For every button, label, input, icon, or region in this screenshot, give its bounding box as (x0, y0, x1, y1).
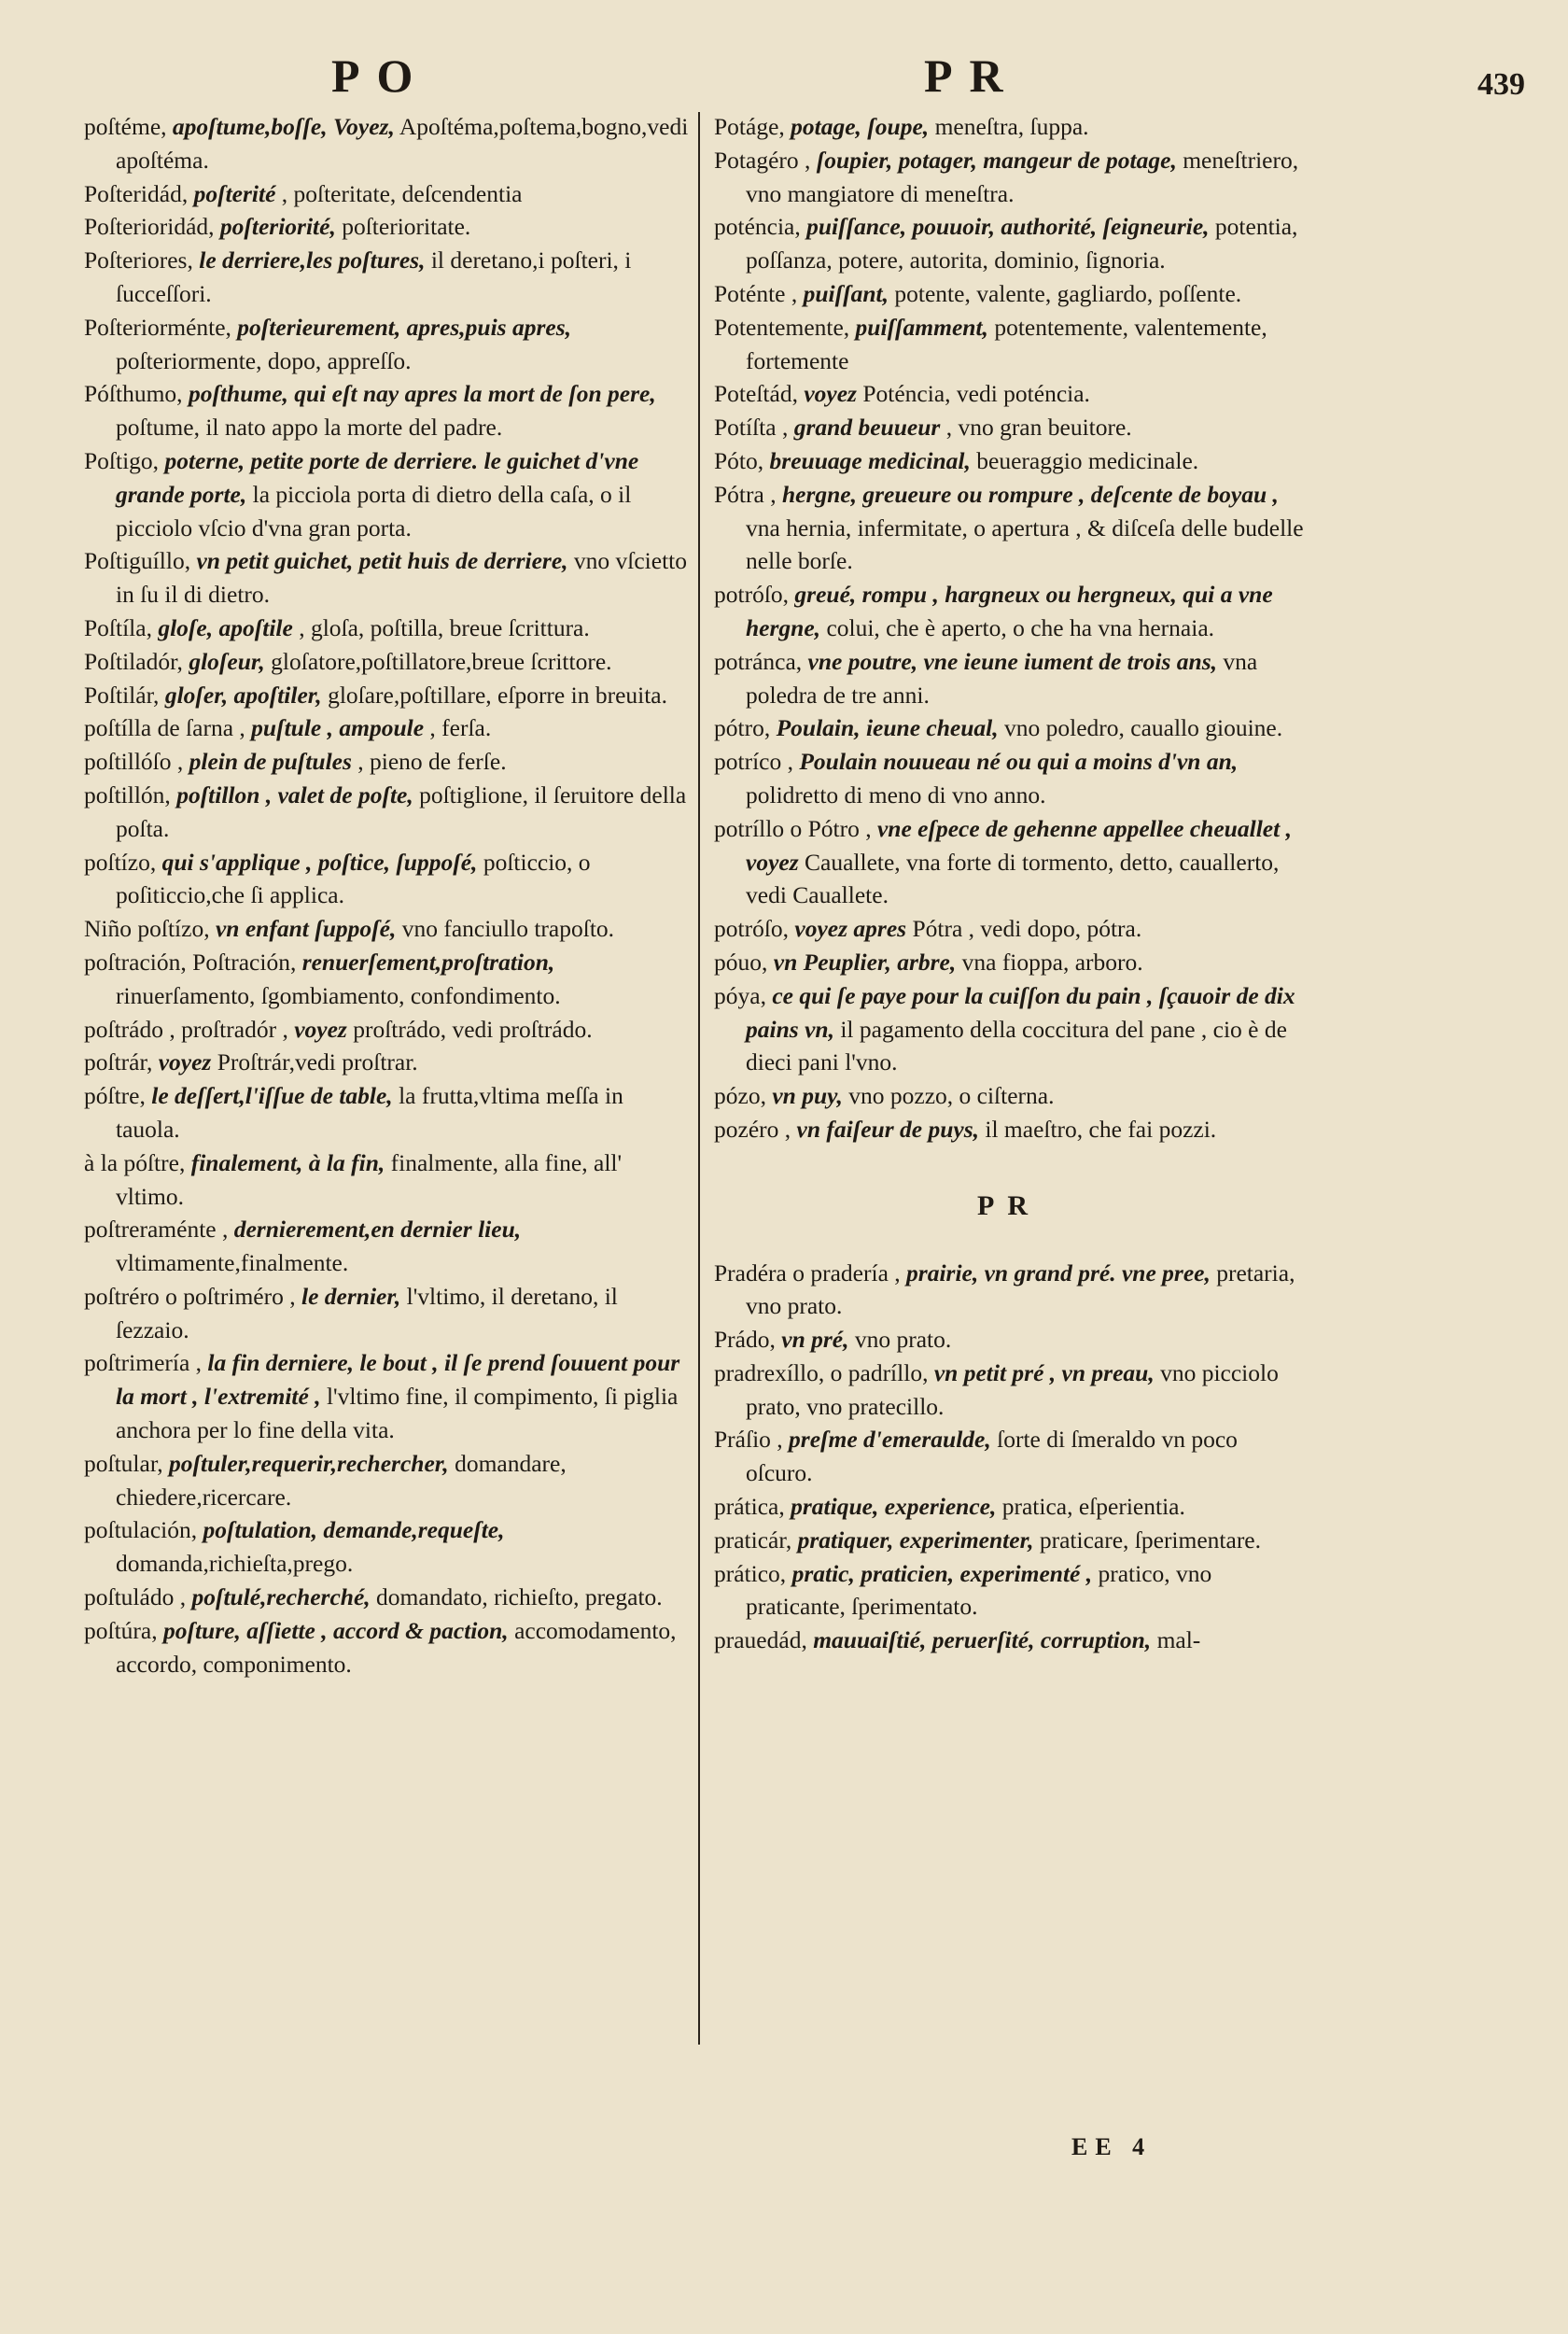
italian-gloss: il pagamento della coccitura del pane , cio è de dieci pani l'vno. (746, 1015, 1287, 1076)
headword: Práſio , (714, 1426, 783, 1454)
dictionary-entry (714, 1423, 1304, 1490)
italian-gloss: vna poledra de tre anni. (746, 647, 1258, 709)
headword: poſtreraménte , (84, 1216, 229, 1244)
headword: Potíſta , (714, 414, 789, 442)
running-head-right: PR (924, 49, 1020, 102)
french-gloss: vn enfant ſuppoſé, (215, 915, 397, 943)
french-gloss: vne eſpece de gehenne appellee cheuallet , voyez (746, 814, 1292, 876)
headword: Póſthumo, (84, 380, 183, 408)
french-gloss: poſtillon , valet de poſte, (176, 780, 413, 808)
headword: Pótra , (714, 480, 777, 508)
french-gloss: hergne, greueure ou rompure , deſcente de boyau , (781, 480, 1279, 508)
headword: Poſtigo, (84, 446, 160, 474)
dictionary-entry (714, 144, 1304, 211)
dictionary-entry (84, 1614, 691, 1681)
italian-gloss: mal- (1156, 1626, 1201, 1654)
headword: potránca, (714, 647, 803, 675)
french-gloss: voyez (294, 1015, 347, 1043)
french-gloss: poſture, aſſiette , accord & paction, (162, 1616, 509, 1644)
french-gloss: voyez (804, 380, 857, 408)
headword: Poſteriorménte, (84, 313, 231, 341)
french-gloss: puſtule , ampoule (251, 714, 425, 742)
french-gloss: vn faiſeur de puys, (796, 1115, 979, 1143)
italian-gloss: , ferſa. (429, 714, 492, 742)
french-gloss: plein de puſtules (189, 748, 352, 776)
headword: Poſtiguíllo, (84, 547, 191, 575)
dictionary-entry (714, 411, 1304, 444)
italian-gloss: potentia, poſſanza, potere, autorita, dominio, ſignoria. (746, 213, 1298, 274)
italian-gloss: Apoſtéma,poſtema,bogno,vedi apoſtéma. (116, 113, 689, 174)
dictionary-entry (714, 1257, 1304, 1324)
french-gloss: vn Peuplier, arbre, (773, 948, 957, 976)
headword: Poſterioridád, (84, 213, 215, 241)
dictionary-entry (84, 645, 691, 679)
italian-gloss: vna fioppa, arboro. (961, 948, 1143, 976)
italian-gloss: pretaria, vno prato. (746, 1258, 1295, 1320)
dictionary-entry (714, 912, 1304, 946)
french-gloss: poſthume, qui eſt nay apres la mort de ſon pere, (188, 380, 656, 408)
dictionary-entry (84, 377, 691, 444)
italian-gloss: meneſtra, ſuppa. (934, 113, 1089, 140)
headword: poſtúra, (84, 1616, 158, 1644)
italian-gloss: domanda,richieſta,prego. (116, 1550, 354, 1578)
italian-gloss: Pótra , vedi dopo, pótra. (912, 915, 1142, 943)
dictionary-entry (714, 377, 1304, 411)
dictionary-entry (714, 1113, 1304, 1146)
italian-gloss: vno prato. (854, 1326, 952, 1354)
italian-gloss: Poténcia, vedi poténcia. (862, 380, 1090, 408)
dictionary-entry (714, 812, 1304, 912)
french-gloss: vn petit pré , vn preau, (933, 1358, 1155, 1386)
french-gloss: poſtuler,requerir,rechercher, (169, 1449, 449, 1477)
french-gloss: breuuage medicinal, (769, 446, 971, 474)
french-gloss: vne poutre, vne ieune iument de trois ans, (807, 647, 1218, 675)
french-gloss: voyez (158, 1048, 212, 1076)
french-gloss: puiſſant, (803, 279, 889, 307)
headword: Potagéro , (714, 146, 811, 174)
dictionary-entry (84, 846, 691, 913)
dictionary-entry (84, 177, 691, 211)
headword: Poſtíla, (84, 613, 152, 641)
italian-gloss: colui, che è aperto, o che ha vna hernaia. (826, 613, 1215, 641)
french-gloss: le deſſert,l'iſſue de table, (151, 1082, 393, 1110)
headword: Poteſtád, (714, 380, 798, 408)
french-gloss: ſoupier, potager, mangeur de potage, (816, 146, 1177, 174)
italian-gloss: accomodamento, accordo, componimento. (116, 1616, 677, 1678)
french-gloss: puiſſance, pouuoir, authorité, ſeigneurie, (806, 213, 1210, 241)
italian-gloss: , poſteritate, deſcendentia (281, 179, 523, 207)
dictionary-entry (714, 210, 1304, 277)
italian-gloss: gloſatore,poſtillatore,breue ſcrittore. (271, 647, 612, 675)
dictionary-entry (84, 612, 691, 645)
dictionary-entry (714, 946, 1304, 979)
italian-gloss: , pieno de ferſe. (357, 748, 507, 776)
headword: pradrexíllo, o padríllo, (714, 1358, 929, 1386)
french-gloss: poterne, petite porte de derriere. le guichet d'vne grande porte, (116, 446, 639, 508)
headword: Niño poſtízo, (84, 915, 210, 943)
italian-gloss: pratico, vno praticante, ſperimentato. (746, 1559, 1212, 1621)
dictionary-entry (84, 1013, 691, 1047)
italian-gloss: poſtume, il nato appo la morte del padre. (116, 414, 503, 442)
italian-gloss: vno fanciullo trapoſto. (401, 915, 615, 943)
headword: poſtillóſo , (84, 748, 184, 776)
headword: Poténte , (714, 279, 798, 307)
french-gloss: vn petit guichet, petit huis de derriere, (196, 547, 568, 575)
italian-gloss: poſteriormente, dopo, appreſſo. (116, 346, 412, 374)
dictionary-entry (714, 1357, 1304, 1424)
dictionary-entry (84, 110, 691, 177)
headword: pótro, (714, 714, 771, 742)
french-gloss: gloſer, apoſtiler, (164, 681, 322, 709)
headword: à la póſtre, (84, 1148, 186, 1176)
dictionary-entry (714, 645, 1304, 712)
italian-gloss: la picciola porta di dietro della caſa, o il picciolo vſcio d'vna gran porta. (116, 480, 632, 541)
italian-gloss: l'vltimo fine, il compimento, ſi piglia anchora per lo fine della vita. (116, 1383, 679, 1444)
italian-gloss: domandato, richieſto, pregato. (376, 1583, 663, 1611)
dictionary-entry (714, 711, 1304, 745)
french-gloss: voyez apres (794, 915, 907, 943)
headword: potríco , (714, 748, 793, 776)
italian-gloss: beueraggio medicinale. (976, 446, 1199, 474)
italian-gloss: ſorte di ſmeraldo vn poco oſcuro. (746, 1426, 1238, 1487)
french-gloss: gloſe, apoſtile (158, 613, 293, 641)
dictionary-entry (84, 912, 691, 946)
left-column (84, 110, 691, 1680)
headword: potríllo o Pótro , (714, 814, 872, 842)
headword: prática, (714, 1493, 785, 1521)
dictionary-entry (84, 679, 691, 712)
column-divider (698, 112, 700, 2045)
italian-gloss: il maeſtro, che fai pozzi. (985, 1115, 1217, 1143)
french-gloss: pratique, experience, (791, 1493, 997, 1521)
italian-gloss: , gloſa, poſtilla, breue ſcrittura. (299, 613, 590, 641)
french-gloss: Poulain nouueau né ou qui a moins d'vn an, (799, 748, 1239, 776)
french-gloss: mauuaiſtié, peruerſité, corruption, (813, 1626, 1152, 1654)
headword: potróſo, (714, 915, 790, 943)
dictionary-entry (714, 478, 1304, 578)
french-gloss: finalement, à la fin, (190, 1148, 385, 1176)
dictionary-entry (84, 1046, 691, 1079)
italian-gloss: Cauallete, vna forte di tormento, detto, cauallerto, vedi Cauallete. (746, 848, 1280, 909)
dictionary-entry (84, 779, 691, 846)
headword: Póto, (714, 446, 764, 474)
french-gloss: pratiquer, experimenter, (797, 1526, 1034, 1554)
headword: poſtrádo , proſtradór , (84, 1015, 288, 1043)
headword: poſtízo, (84, 848, 157, 876)
headword: póuo, (714, 948, 768, 976)
headword: poſtular, (84, 1449, 163, 1477)
dictionary-entry (714, 1079, 1304, 1113)
dictionary-entry (714, 1557, 1304, 1624)
italian-gloss: domandare, chiedere,ricercare. (116, 1449, 567, 1511)
italian-gloss: vno picciolo prato, vno pratecillo. (746, 1358, 1279, 1420)
dictionary-entry (84, 1280, 691, 1347)
dictionary-entry (84, 1581, 691, 1614)
headword: praticár, (714, 1526, 792, 1554)
dictionary-entry (84, 311, 691, 378)
dictionary-entry (714, 578, 1304, 645)
italian-gloss: rinuerſamento, ſgombiamento, confondimento. (116, 981, 561, 1009)
headword: Poſteriores, (84, 246, 193, 274)
italian-gloss: finalmente, alla fine, all' vltimo. (116, 1148, 623, 1210)
headword: prauedád, (714, 1626, 807, 1654)
dictionary-entry (714, 979, 1304, 1079)
italian-gloss: polidretto di meno di vno anno. (746, 780, 1046, 808)
headword: Prádo, (714, 1326, 776, 1354)
italian-gloss: poſticcio, o poſiticcio,che ſi applica. (116, 848, 591, 909)
headword: pozéro , (714, 1115, 791, 1143)
headword: Potáge, (714, 113, 785, 140)
italian-gloss: poſtiglione, il ſeruitore della poſta. (116, 780, 687, 842)
french-gloss: pratic, praticien, experimenté , (791, 1559, 1093, 1587)
headword: pózo, (714, 1082, 766, 1110)
headword: Poſtiladór, (84, 647, 183, 675)
french-gloss: le derriere,les poſtures, (199, 246, 426, 274)
dictionary-entry (84, 1213, 691, 1280)
french-gloss: le dernier, (301, 1282, 401, 1310)
italian-gloss: , vno gran beuitore. (945, 414, 1132, 442)
french-gloss: vn puy, (772, 1082, 843, 1110)
french-gloss: Poulain, ieune cheual, (776, 714, 999, 742)
french-gloss: dernierement,en dernier lieu, (233, 1216, 522, 1244)
french-gloss: ce qui ſe paye pour la cuiſſon du pain , ſçauoir de dix pains vn, (746, 981, 1295, 1043)
italian-gloss: vna hernia, infermitate, o apertura , & diſceſa delle budelle nelle borſe. (746, 513, 1304, 575)
headword: poſtéme, (84, 113, 167, 140)
headword: Pradéra o pradería , (714, 1258, 901, 1287)
italian-gloss: Proſtrár,vedi proſtrar. (217, 1048, 418, 1076)
headword: poſtulación, (84, 1516, 198, 1544)
french-gloss: poſterieurement, apres,puis apres, (237, 313, 572, 341)
dictionary-entry (714, 110, 1304, 144)
dictionary-entry (84, 745, 691, 779)
dictionary-entry (84, 210, 691, 244)
dictionary-entry (714, 1624, 1304, 1657)
italian-gloss: vno pozzo, o ciſterna. (848, 1082, 1055, 1110)
french-gloss: vn pré, (781, 1326, 849, 1354)
section-heading: PR (977, 1189, 1041, 1221)
headword: poſtillón, (84, 780, 171, 808)
italian-gloss: il deretano,i poſteri, i ſucceſſori. (116, 246, 632, 307)
french-gloss: poſtulé,recherché, (191, 1583, 371, 1611)
headword: Poſtilár, (84, 681, 160, 709)
headword: prático, (714, 1559, 787, 1587)
headword: poſtuládo , (84, 1583, 187, 1611)
dictionary-entry (84, 444, 691, 544)
headword: potróſo, (714, 581, 790, 609)
right-column-po-entries (714, 110, 1304, 1146)
page-number: 439 (1477, 67, 1525, 102)
italian-gloss: vno vſcietto in ſu il di dietro. (116, 547, 688, 609)
headword: poſtílla de ſarna , (84, 714, 245, 742)
headword: Potentemente, (714, 313, 850, 341)
italian-gloss: potentemente, valentemente, fortemente (746, 313, 1267, 374)
dictionary-entry (84, 244, 691, 311)
headword: póya, (714, 981, 766, 1009)
dictionary-entry (714, 277, 1304, 311)
headword: poſtréro o poſtriméro , (84, 1282, 296, 1310)
italian-gloss: meneſtriero, vno mangiatore di meneſtra. (746, 146, 1299, 207)
dictionary-entry (84, 1146, 691, 1214)
italian-gloss: vno poledro, cauallo giouine. (1003, 714, 1283, 742)
running-head-left: PO (331, 49, 430, 102)
dictionary-entry (84, 1079, 691, 1146)
french-gloss: apoſtume,boſſe, Voyez, (172, 113, 395, 140)
french-gloss: qui s'applique , poſtice, ſuppoſé, (161, 848, 478, 876)
dictionary-entry (84, 1513, 691, 1581)
french-gloss: potage, ſoupe, (791, 113, 930, 140)
french-gloss: poſterité (193, 179, 276, 207)
dictionary-entry (84, 711, 691, 745)
french-gloss: poſteriorité, (219, 213, 336, 241)
dictionary-entry (84, 544, 691, 612)
french-gloss: poſtulation, demande,requeſte, (203, 1516, 505, 1544)
signature-mark: EE 4 (1071, 2133, 1153, 2160)
italian-gloss: potente, valente, gagliardo, poſſente. (894, 279, 1242, 307)
headword: Poſteridád, (84, 179, 189, 207)
headword: poſtrár, (84, 1048, 153, 1076)
dictionary-entry (714, 311, 1304, 378)
right-column-pr-entries (714, 1257, 1304, 1658)
dictionary-entry (714, 1524, 1304, 1557)
italian-gloss: vltimamente,finalmente. (116, 1249, 349, 1277)
french-gloss: preſme d'emeraulde, (789, 1426, 991, 1454)
french-gloss: renuerſement,proſtration, (301, 948, 555, 976)
french-gloss: grand beuueur (793, 414, 941, 442)
headword: poſtrimería , (84, 1349, 203, 1377)
italian-gloss: proſtrádo, vedi proſtrádo. (353, 1015, 593, 1043)
headword: poſtración, Poſtración, (84, 948, 297, 976)
french-gloss: greué, rompu , hargneux ou hergneux, qui a vne hergne, (746, 581, 1273, 641)
italian-gloss: praticare, ſperimentare. (1039, 1526, 1262, 1554)
right-column (714, 110, 1304, 1657)
dictionary-entry (714, 1490, 1304, 1524)
italian-gloss: l'vltimo, il deretano, il ſezzaio. (116, 1282, 618, 1343)
dictionary-entry (714, 1323, 1304, 1357)
dictionary-entry (714, 444, 1304, 478)
dictionary-entry (84, 1346, 691, 1446)
dictionary-entry (714, 745, 1304, 812)
italian-gloss: poſterioritate. (342, 213, 471, 241)
dictionary-entry (84, 1447, 691, 1514)
french-gloss: puiſſamment, (855, 313, 988, 341)
french-gloss: gloſeur, (189, 647, 265, 675)
french-gloss: la fin derniere, le bout , il ſe prend ſouuent pour la mort , l'extremité , (116, 1349, 680, 1411)
dictionary-entry (84, 946, 691, 1013)
headword: poténcia, (714, 213, 801, 241)
headword: póſtre, (84, 1082, 146, 1110)
italian-gloss: la frutta,vltima meſſa in tauola. (116, 1082, 623, 1143)
french-gloss: prairie, vn grand pré. vne pree, (906, 1258, 1211, 1287)
italian-gloss: gloſare,poſtillare, eſporre in breuita. (328, 681, 667, 709)
italian-gloss: pratica, eſperientia. (1001, 1493, 1185, 1521)
